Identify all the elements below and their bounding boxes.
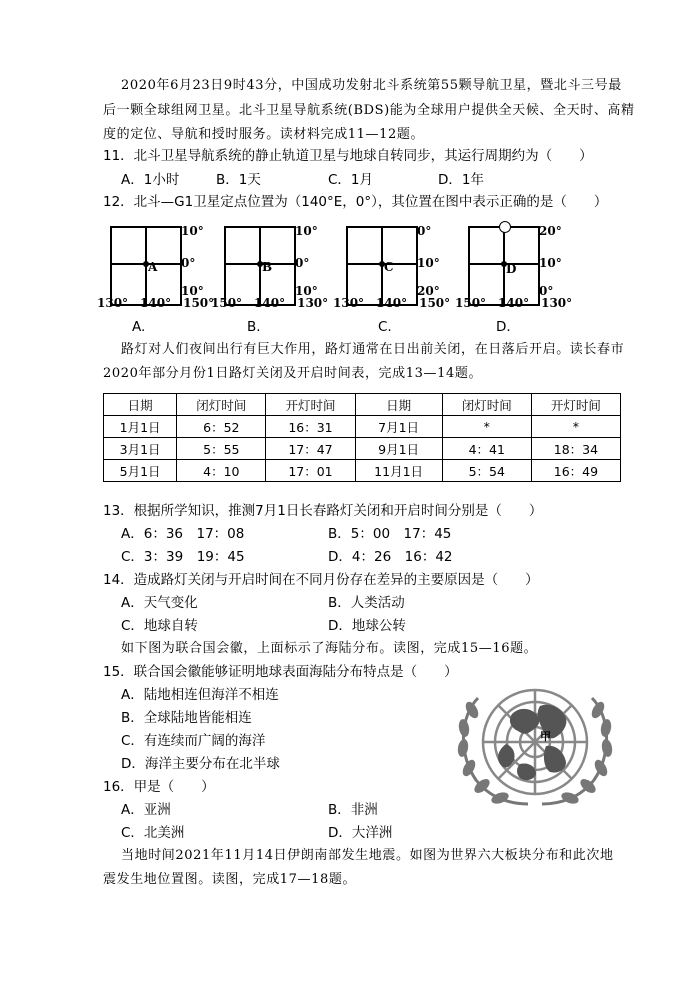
q16-option-c[interactable]: C．北美洲 [121, 825, 185, 841]
intro-1-line-2: 后一颗全球组网卫星。北斗卫星导航系统(BDS)能为全球用户提供全天候、全天时、高精 [103, 103, 635, 118]
table-cell: 5：55 [177, 438, 266, 460]
lon-labels: 130° 140° 150° [97, 296, 215, 310]
point-label: D [506, 262, 517, 276]
table-cell: 1月1日 [104, 416, 177, 438]
q16-option-d[interactable]: D．大洋洲 [328, 825, 393, 841]
table-header: 开灯时间 [531, 394, 620, 416]
q11-option-a[interactable]: A．1小时 [121, 172, 180, 188]
streetlight-time-table [103, 393, 621, 482]
un-emblem-icon [450, 676, 620, 812]
q15-option-c[interactable]: C．有连续而广阔的海洋 [121, 733, 266, 749]
un-emblem-figure [450, 676, 620, 812]
intro-4-line-1: 当地时间2021年11月14日伊朗南部发生地震。如图为世界六大板块分布和此次地 [121, 848, 614, 863]
q14-option-a[interactable]: A．天气变化 [121, 595, 198, 611]
emblem-label-jia: 甲 [540, 730, 551, 743]
q12-diagram-a[interactable] [97, 220, 215, 320]
point-label: B [262, 260, 273, 274]
lat-label-mid: 0° [295, 256, 310, 270]
intro-4-line-2: 震发生地位置图。读图，完成17—18题。 [103, 872, 357, 887]
lat-label-bottom: 0° [539, 284, 554, 298]
question-11-stem: 11．北斗卫星导航系统的静止轨道卫星与地球自转同步，其运行周期约为（ ） [103, 148, 593, 164]
point-label: A [148, 260, 158, 274]
q12-option-a[interactable]: A. [132, 319, 146, 335]
table-row [104, 416, 621, 438]
point-label: C [384, 260, 394, 274]
table-cell: 18：34 [531, 438, 620, 460]
lat-label-top: 10° [295, 224, 318, 238]
lat-label-bottom: 20° [417, 284, 440, 298]
q16-option-a[interactable]: A．亚洲 [121, 802, 171, 818]
lat-label-bottom: 10° [181, 284, 204, 298]
q15-option-d[interactable]: D．海洋主要分布在北半球 [121, 756, 280, 772]
table-header: 日期 [355, 394, 442, 416]
q11-option-d[interactable]: D．1年 [438, 172, 484, 188]
table-cell: 9月1日 [355, 438, 442, 460]
q14-option-c[interactable]: C．地球自转 [121, 618, 198, 634]
table-cell: 4：41 [442, 438, 531, 460]
q15-option-a[interactable]: A．陆地相连但海洋不相连 [121, 687, 279, 703]
table-cell: 17：47 [266, 438, 355, 460]
table-header-row [104, 394, 621, 416]
q12-option-b[interactable]: B. [247, 319, 261, 335]
table-cell: 3月1日 [104, 438, 177, 460]
table-cell: 7月1日 [355, 416, 442, 438]
q13-option-c[interactable]: C．3：39 19：45 [121, 549, 245, 565]
table-cell: 4：10 [177, 460, 266, 482]
table-cell: 11月1日 [355, 460, 442, 482]
lon-labels: 150° 140° 130° [211, 296, 329, 310]
table-cell: 16：49 [531, 460, 620, 482]
lat-label-top: 20° [539, 224, 562, 238]
q11-option-c[interactable]: C．1月 [328, 172, 374, 188]
intro-1-line-1: 2020年6月23日9时43分，中国成功发射北斗系统第55颗导航卫星，暨北斗三号最 [121, 78, 622, 93]
table-cell: * [531, 416, 620, 438]
question-15-stem: 15．联合国会徽能够证明地球表面海陆分布特点是（ ） [103, 664, 458, 680]
lat-label-top: 10° [181, 224, 204, 238]
lat-label-top: 0° [417, 224, 432, 238]
table-cell: 5月1日 [104, 460, 177, 482]
q11-option-b[interactable]: B．1天 [216, 172, 261, 188]
lat-label-mid: 0° [181, 256, 196, 270]
q12-diagram-b[interactable] [211, 220, 329, 320]
lat-label-mid: 10° [417, 256, 440, 270]
q15-option-b[interactable]: B．全球陆地皆能相连 [121, 710, 252, 726]
table-row [104, 460, 621, 482]
q14-option-b[interactable]: B．人类活动 [328, 595, 405, 611]
table-header: 闭灯时间 [442, 394, 531, 416]
table-header: 日期 [104, 394, 177, 416]
lat-label-mid: 10° [539, 256, 562, 270]
table-header: 开灯时间 [266, 394, 355, 416]
table-header: 闭灯时间 [177, 394, 266, 416]
lon-labels: 130° 140° 150° [333, 296, 451, 310]
question-16-stem: 16．甲是（ ） [103, 779, 215, 795]
q12-option-d[interactable]: D. [496, 319, 511, 335]
q13-option-b[interactable]: B．5：00 17：45 [328, 526, 452, 542]
q12-diagram-c[interactable] [333, 220, 451, 320]
intro-2-line-2: 2020年部分月份1日路灯关闭及开启时间表，完成13—14题。 [103, 366, 483, 381]
q16-option-b[interactable]: B．非洲 [328, 802, 378, 818]
q13-option-a[interactable]: A．6：36 17：08 [121, 526, 245, 542]
q14-option-d[interactable]: D．地球公转 [328, 618, 406, 634]
intro-2-line-1: 路灯对人们夜间出行有巨大作用，路灯通常在日出前关闭，在日落后开启。读长春市 [121, 342, 625, 357]
table-row [104, 438, 621, 460]
question-14-stem: 14．造成路灯关闭与开启时间在不同月份存在差异的主要原因是（ ） [103, 572, 539, 588]
intro-3: 如下图为联合国会徽，上面标示了海陆分布。读图，完成15—16题。 [121, 641, 538, 656]
top-circle-marker [499, 221, 511, 233]
table-cell: 6：52 [177, 416, 266, 438]
table-cell: 16：31 [266, 416, 355, 438]
question-13-stem: 13．根据所学知识，推测7月1日长春路灯关闭和开启时间分别是（ ） [103, 503, 543, 519]
q12-option-c[interactable]: C. [378, 319, 392, 335]
lat-label-bottom: 10° [295, 284, 318, 298]
q13-option-d[interactable]: D．4：26 16：42 [328, 549, 453, 565]
table-cell: 5：54 [442, 460, 531, 482]
q12-diagram-d[interactable] [455, 220, 573, 320]
question-12-stem: 12．北斗—G1卫星定点位置为（140°E，0°），其位置在图中表示正确的是（ ） [103, 194, 608, 210]
table-cell: * [442, 416, 531, 438]
table-cell: 17：01 [266, 460, 355, 482]
intro-1-line-3: 度的定位、导航和授时服务。读材料完成11—12题。 [103, 127, 425, 142]
lon-labels: 150° 140° 130° [455, 296, 573, 310]
